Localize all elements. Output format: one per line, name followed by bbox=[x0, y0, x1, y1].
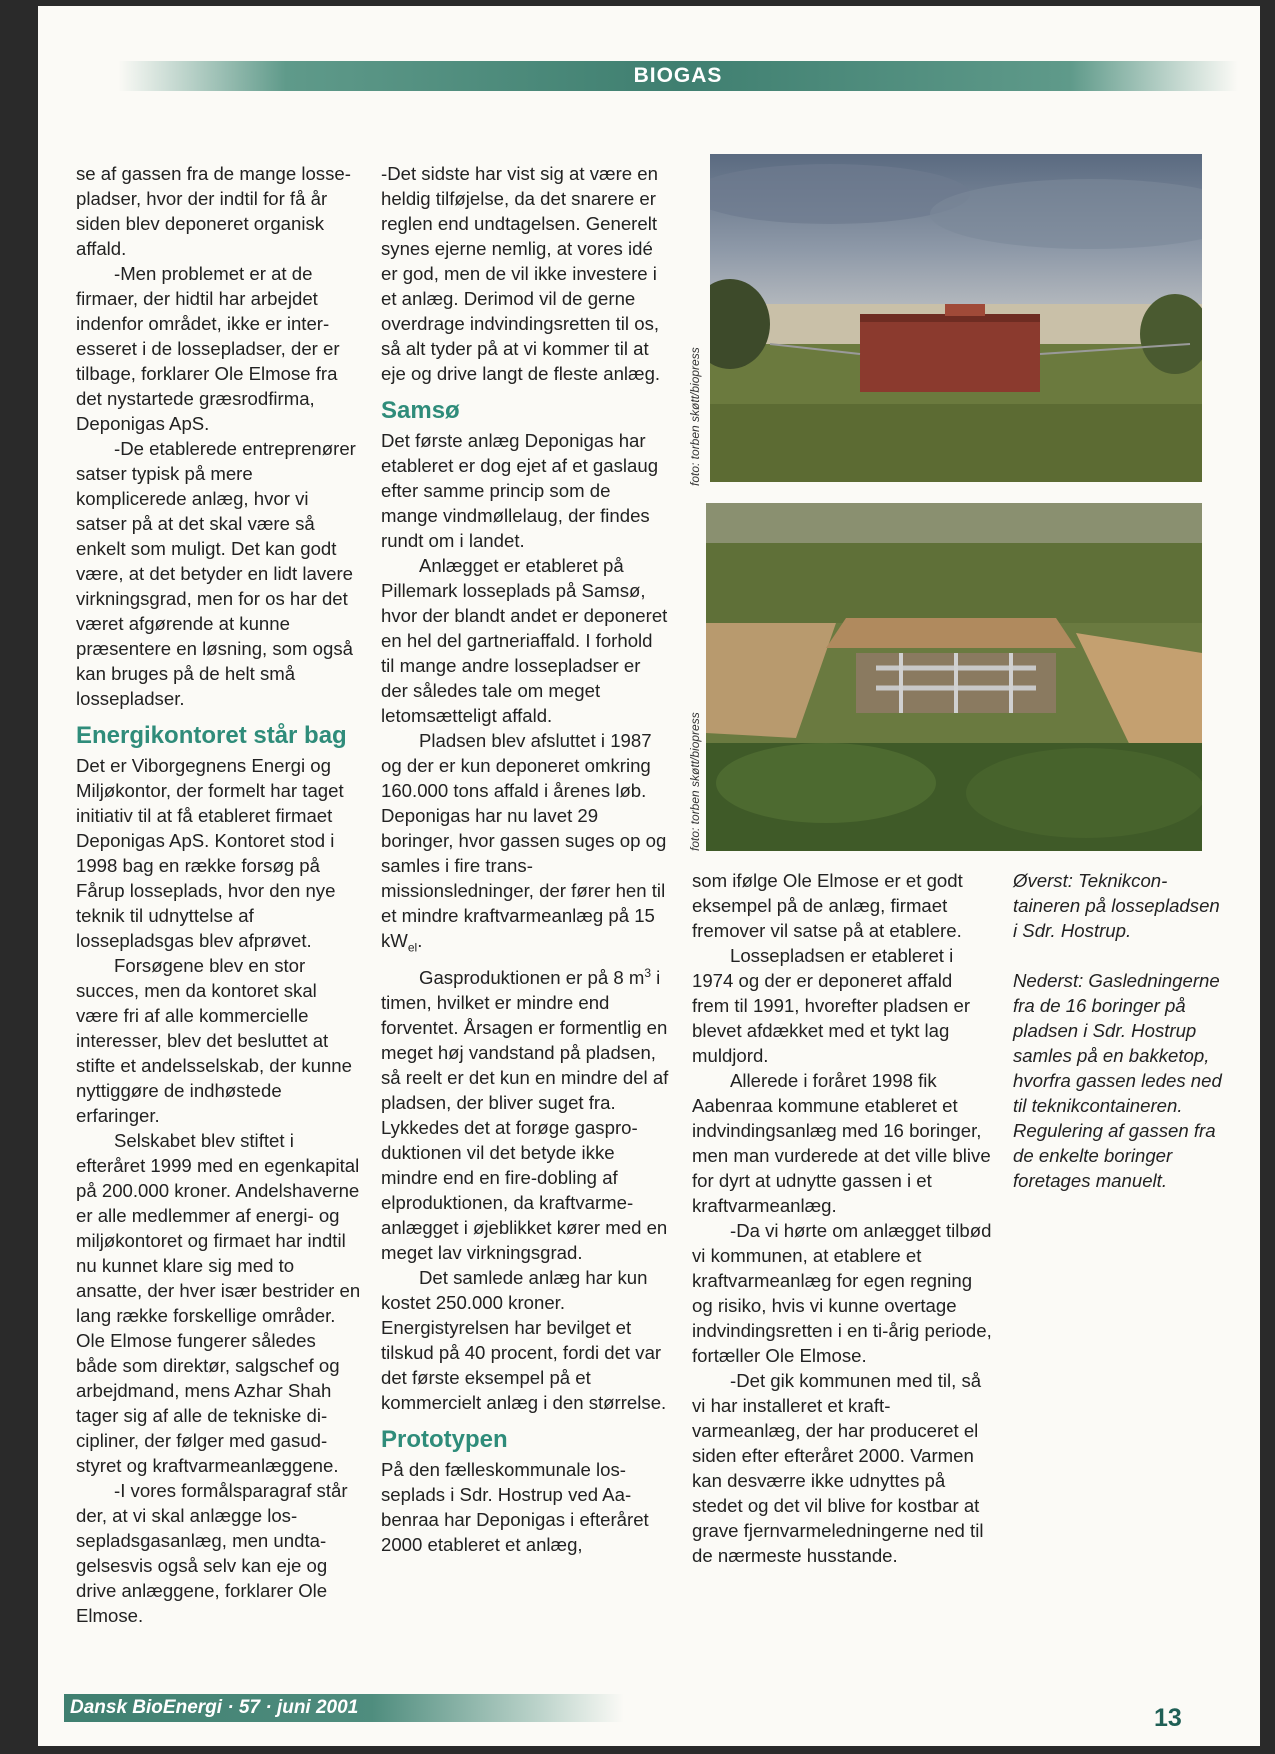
text-column-1 bbox=[76, 161, 362, 1628]
photo-credit-2: foto: torben skøtt/biopress bbox=[688, 712, 702, 851]
paragraph: Det første anlæg Deponigas har etableret er dog ejet af et gaslaug efter samme princip som de mange vindmøllelaug, der findes rundt om i landet. bbox=[381, 430, 659, 551]
subheading-samso: Samsø bbox=[381, 397, 460, 424]
paragraph: som ifølge Ole Elmose er et godt eksempel på de anlæg, firmaet fremover vil satse på at etablere. bbox=[692, 870, 963, 941]
paragraph: -Da vi hørte om anlægget tilbød vi kommunen, at etablere et kraftvarmeanlæg for egen regning og risiko, hvis vi kunne overtage indvindingsretten i en ti-årig periode, fortæller Ole Elmose. bbox=[692, 1220, 992, 1366]
subheading-prototypen: Prototypen bbox=[381, 1425, 508, 1453]
photo-landfill-container-image bbox=[710, 154, 1202, 482]
header-bar bbox=[118, 61, 1238, 91]
subscript-el: el bbox=[407, 940, 418, 955]
magazine-page bbox=[38, 6, 1260, 1746]
paragraph bbox=[381, 728, 671, 961]
section-label: BIOGAS bbox=[633, 64, 723, 87]
paragraph: Lossepladsen er etableret i 1974 og der er deponeret affald frem til 1991, hvorefter pladsen er blevet afdækket med et tykt lag muldjord. bbox=[692, 945, 971, 1066]
photo-credit-1: foto: torben skøtt/biopress bbox=[688, 347, 702, 486]
paragraph-text: Pladsen blev afsluttet i 1987 og der er kun deponeret omkring 160.000 tons affald i årenes løb. Deponigas har nu lavet 29 boringer, hvor gassen suges op og samles i fire transmissionsledninger, der fører hen til et mindre kraftvarmeanlæg på 15 kW bbox=[381, 730, 667, 951]
paragraph: Det samlede anlæg har kun kostet 250.000 kroner. Energistyrelsen har bevilget et tilskud på 40 procent, fordi det var det første eksempel på et kommercielt anlæg i den størrelse. bbox=[381, 1266, 667, 1413]
page-number: 13 bbox=[1154, 1704, 1182, 1732]
paragraph: -I vores formålsparagraf står der, at vi skal anlægge lossepladsgasanlæg, men undtagelsesvis også selv kan eje og drive anlæggene, forklarer Ole Elmose. bbox=[76, 1480, 348, 1626]
caption-column bbox=[1013, 868, 1223, 1218]
text-column-3 bbox=[692, 868, 992, 1568]
paragraph-end: . bbox=[417, 930, 423, 951]
paragraph: Selskabet blev stiftet i efteråret 1999 med en egenkapital på 200.000 kroner. Andelshaverne er alle medlemmer af energi- og miljøkontoret og firmaet har indtil nu kunnet klare sig med to ansatte, der hver især bestrider en lang række forskellige områder. Ole Elmose fungerer således både som direktør, salgschef og arbejdmand, mens Azhar Shah tager sig af alle de tekniske dicipliner, der følger med gasudstyret og kraftvarmeanlæggene. bbox=[76, 1130, 361, 1476]
photo-gas-pipes bbox=[706, 503, 1202, 851]
paragraph: -Det sidste har vist sig at være en heldig tilføjelse, da det snarere er reglen end undtagelsen. Generelt synes ejerne nemlig, at vores idé er god, men de vil ikke investere i et anlæg. Derimod vil de gerne overdrage indvindingsretten til os, så alt tyder på at vi kommer til at eje og drive langt de fleste anlæg. bbox=[381, 163, 661, 384]
caption-bottom: Nederst: Gasledningerne fra de 16 boringer på pladsen i Sdr. Hostrup samles på en bakketop, hvorfra gassen ledes ned til teknikcontaineren. Regulering af gassen fra de enkelte boringer foretages manuelt. bbox=[1013, 970, 1222, 1191]
superscript-3: 3 bbox=[644, 965, 652, 980]
paragraph: se af gassen fra de mange lossepladser, hvor der indtil for få år siden blev deponeret organisk affald. bbox=[76, 163, 351, 259]
paragraph: Anlægget er etableret på Pillemark losseplads på Samsø, hvor der blandt andet er deponeret en hel del gartneriaffald. I forhold til mange andre lossepladser er der således tale om meget letomsætteligt affald. bbox=[381, 555, 668, 726]
paragraph: Det er Viborgegnens Energi og Miljøkontor, der formelt har taget initiativ til at få etableret firmaet Deponigas ApS. Kontoret stod i 1998 bag en række forsøg på Fårup losseplads, hvor den nye teknik til udnyttelse af lossepladsgas blev afprøvet. bbox=[76, 755, 344, 951]
photo-gas-pipes-image bbox=[706, 503, 1202, 851]
footer-bar bbox=[64, 1694, 624, 1722]
paragraph: Forsøgene blev en stor succes, men da kontoret skal være fri af alle kommercielle interesser, blev det besluttet at stifte et andelsselskab, der kunne nyttiggøre de indhøstede erfaringer. bbox=[76, 955, 352, 1126]
photo-technical-container bbox=[710, 154, 1202, 482]
paragraph bbox=[381, 961, 671, 1265]
paragraph: -De etablerede entreprenører satser typisk på mere komplicerede anlæg, hvor vi satser på at det skal være så enkelt som muligt. Det kan godt være, at det betyder en lidt lavere virkningsgrad, men for os har det været afgørende at kunne præsentere en løsning, som også kan bruges på de helt små lossepladser. bbox=[76, 438, 356, 709]
text-column-2 bbox=[381, 161, 671, 1557]
paragraph: -Men problemet er at de firmaer, der hidtil har arbejdet indenfor området, ikke er interesseret i de lossepladser, der er tilbage, forklarer Ole Elmose fra det nystartede græsrodfirma, Deponigas ApS. bbox=[76, 263, 340, 434]
publication-info: Dansk BioEnergi · 57 · juni 2001 bbox=[70, 1697, 359, 1718]
paragraph: På den fælleskommunale losseplads i Sdr. Hostrup ved Aabenraa har Deponigas i efteråret 2000 etableret et anlæg, bbox=[381, 1458, 649, 1555]
paragraph-text: Gasproduktionen er på 8 m bbox=[419, 966, 645, 988]
subheading-energikontoret: Energikontoret står bag bbox=[76, 722, 347, 749]
paragraph-text: i timen, hvilket er mindre end forventet. Årsagen er formentlig en meget høj vandstand på pladsen, så reelt er det kun en mindre del af pladsen, der bliver suget fra. Lykkedes det at forøge gasproduktionen vil det betyde ikke mindre end en fire-dobling af elproduktionen, da kraftvarmeanlægget i øjeblikket kører med en meget lav virkningsgrad. bbox=[381, 966, 669, 1263]
paragraph: -Det gik kommunen med til, så vi har installeret et kraftvarmeanlæg, der har produceret el siden efter efteråret 2000. Varmen kan desværre ikke udnyttes på stedet og det vil blive for kostbar at grave fjernvarmeledningerne ned til de nærmeste husstande. bbox=[692, 1370, 984, 1566]
caption-top: Øverst: Teknikcontaineren på lossepladsen i Sdr. Hostrup. bbox=[1013, 870, 1220, 941]
paragraph: Allerede i foråret 1998 fik Aabenraa kommune etableret et indvindingsanlæg med 16 boringer, men man vurderede at det ville blive for dyrt at udnytte gassen i et kraftvarmeanlæg. bbox=[692, 1070, 991, 1216]
